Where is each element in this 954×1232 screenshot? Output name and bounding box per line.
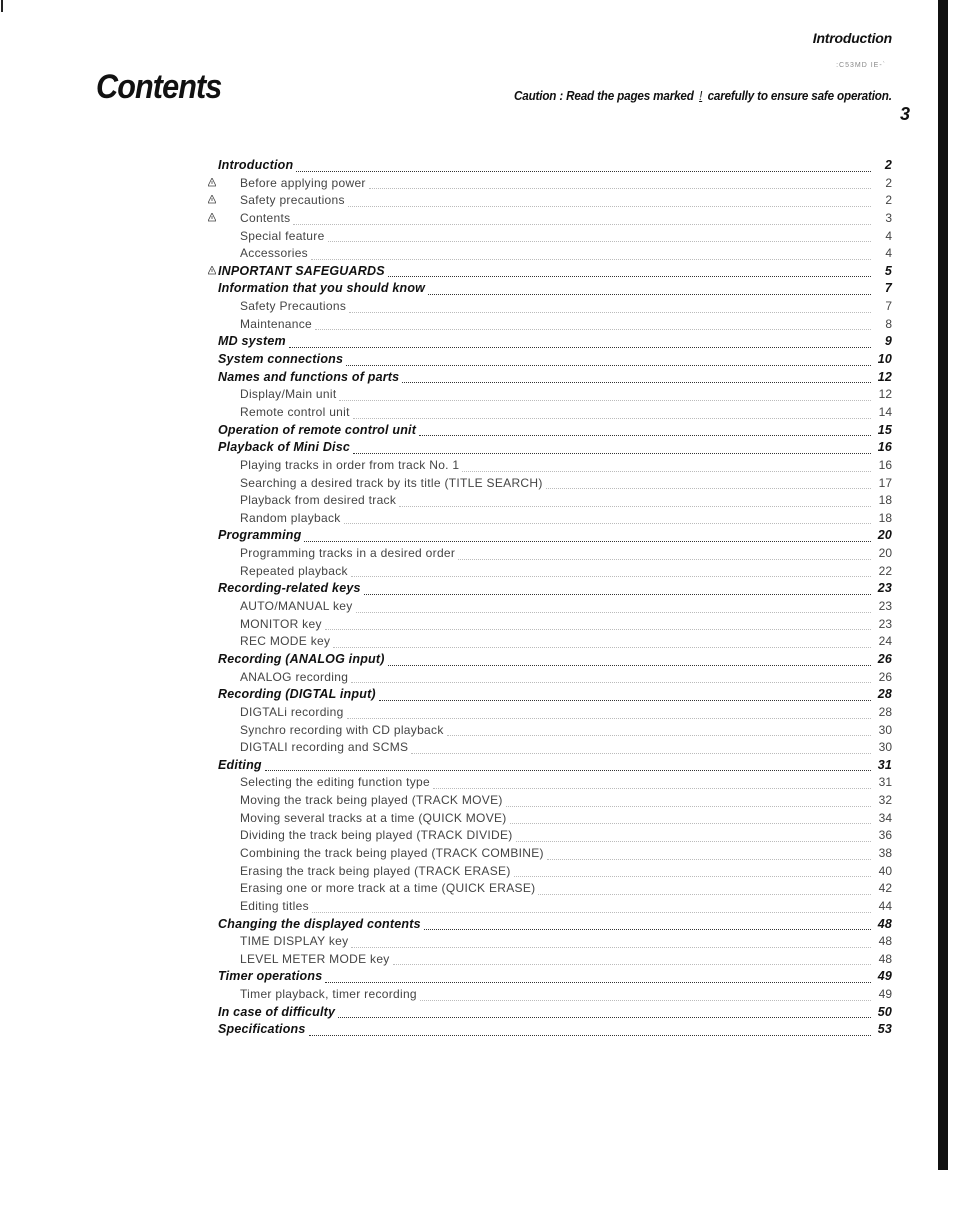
warning-triangle-icon	[200, 195, 218, 207]
toc-page-number: 28	[878, 704, 892, 719]
dot-leader	[348, 205, 871, 207]
toc-label: Recording-related keys	[218, 581, 361, 596]
toc-page-number: 14	[878, 404, 892, 419]
toc-entry[interactable]	[200, 176, 892, 194]
dot-leader	[351, 946, 871, 948]
toc-label: Contents	[240, 210, 291, 225]
toc-page-number: 26	[877, 651, 892, 666]
toc-label: Timer operations	[218, 969, 323, 984]
dot-leader	[312, 911, 871, 913]
dot-leader	[369, 187, 871, 189]
toc-label: MD system	[218, 334, 286, 349]
toc-page-number: 49	[877, 969, 892, 984]
toc-label: Before applying power	[240, 175, 366, 190]
toc-label: Dividing the track being played (TRACK DIVIDE)	[240, 828, 513, 843]
dot-leader	[346, 364, 871, 366]
toc-page-number: 44	[878, 898, 892, 913]
dot-leader	[309, 1034, 871, 1036]
dot-leader	[399, 505, 871, 507]
toc-entry[interactable]	[200, 952, 892, 970]
toc-entry[interactable]	[200, 211, 892, 229]
toc-heading[interactable]	[200, 1022, 892, 1040]
toc-label: Timer playback, timer recording	[240, 987, 417, 1002]
toc-label: Introduction	[218, 158, 294, 172]
toc-heading[interactable]	[200, 528, 892, 546]
toc-page-number: 15	[877, 422, 892, 437]
toc-label: Programming	[218, 528, 302, 543]
toc-label: Accessories	[240, 246, 308, 261]
toc-label: Names and functions of parts	[218, 369, 400, 384]
toc-page-number: 17	[878, 475, 892, 490]
warning-triangle-icon	[200, 178, 218, 190]
toc-entry[interactable]	[200, 599, 892, 617]
toc-label: Searching a desired track by its title (TITLE SEARCH)	[240, 475, 543, 490]
toc-label: Random playback	[240, 510, 341, 525]
document-code: :C53MD IE-`	[836, 62, 886, 69]
toc-page-number: 31	[878, 775, 892, 790]
toc-heading[interactable]	[200, 917, 892, 935]
toc-page-number: 10	[877, 352, 892, 367]
toc-entry[interactable]	[200, 899, 892, 917]
dot-leader	[315, 328, 871, 330]
toc-entry[interactable]	[200, 811, 892, 829]
toc-heading[interactable]	[200, 423, 892, 441]
toc-label: Editing	[218, 757, 262, 772]
page-number: 3	[899, 104, 910, 124]
toc-heading[interactable]	[200, 440, 892, 458]
toc-label: Moving several tracks at a time (QUICK MOVE)	[240, 810, 507, 825]
dot-leader	[424, 928, 871, 930]
warning-triangle-icon	[200, 266, 218, 278]
dot-leader	[304, 540, 871, 542]
toc-label: Synchro recording with CD playback	[240, 722, 444, 737]
toc-entry[interactable]	[200, 934, 892, 952]
toc-entry[interactable]	[200, 828, 892, 846]
dot-leader	[393, 963, 871, 965]
toc-page-number: 23	[878, 599, 892, 614]
dot-leader	[353, 417, 871, 419]
toc-label: Repeated playback	[240, 563, 348, 578]
toc-entry[interactable]	[200, 617, 892, 635]
toc-page-number: 31	[877, 757, 892, 772]
toc-label: Erasing one or more track at a time (QUICK ERASE)	[240, 881, 536, 896]
toc-page-number: 22	[878, 563, 892, 578]
toc-page-number: 53	[877, 1022, 892, 1037]
toc-heading[interactable]	[200, 652, 892, 670]
toc-label: LEVEL METER MODE key	[240, 951, 390, 966]
toc-label: MONITOR key	[240, 616, 322, 631]
toc-heading[interactable]	[200, 1005, 892, 1023]
toc-heading[interactable]	[200, 581, 892, 599]
toc-label: Moving the track being played (TRACK MOVE)	[240, 793, 503, 808]
toc-label: Specifications	[218, 1022, 306, 1037]
toc-page-number: 28	[877, 687, 892, 702]
toc-heading[interactable]	[200, 758, 892, 776]
toc-label: System connections	[218, 352, 344, 367]
toc-entry[interactable]	[200, 881, 892, 899]
caution-note	[514, 88, 892, 103]
dot-leader	[388, 664, 871, 666]
toc-page-number: 2	[885, 193, 892, 208]
toc-page-number: 18	[878, 510, 892, 525]
toc-entry[interactable]	[200, 793, 892, 811]
toc-label: Special feature	[240, 228, 325, 243]
dot-leader	[325, 628, 871, 630]
toc-entry[interactable]	[200, 229, 892, 247]
toc-page-number: 12	[877, 369, 892, 384]
dot-leader	[458, 558, 871, 560]
dot-leader	[296, 170, 871, 172]
dot-leader	[433, 787, 871, 789]
toc-label: Safety Precautions	[240, 299, 347, 314]
toc-heading[interactable]	[200, 264, 892, 282]
toc-entry[interactable]	[200, 705, 892, 723]
toc-label: ANALOG recording	[240, 669, 349, 684]
toc-entry[interactable]	[200, 476, 892, 494]
toc-entry[interactable]	[200, 740, 892, 758]
toc-label: Recording (DIGTAL input)	[218, 687, 376, 702]
toc-entry[interactable]	[200, 846, 892, 864]
toc-page-number: 20	[877, 528, 892, 543]
dot-leader	[379, 699, 871, 701]
dot-leader	[538, 893, 871, 895]
dot-leader	[351, 575, 871, 577]
toc-label: REC MODE key	[240, 634, 331, 649]
toc-label: Playing tracks in order from track No. 1	[240, 457, 460, 472]
toc-label: Playback of Mini Disc	[218, 440, 351, 455]
toc-label: Maintenance	[240, 316, 313, 331]
toc-page-number: 7	[884, 281, 892, 296]
toc-page-number: 2	[885, 175, 892, 190]
section-header: Introduction	[812, 30, 892, 46]
toc-page-number: 20	[878, 546, 892, 561]
toc-page-number: 32	[878, 793, 892, 808]
warning-triangle-icon	[200, 213, 218, 225]
toc-entry[interactable]	[200, 193, 892, 211]
caution-text-before: Caution : Read the pages marked	[514, 88, 694, 103]
toc-label: Selecting the editing function type	[240, 775, 430, 790]
toc-page-number: 50	[877, 1004, 892, 1019]
toc-page-number: 48	[878, 934, 892, 949]
toc-entry[interactable]	[200, 864, 892, 882]
toc-entry[interactable]	[200, 511, 892, 529]
toc-page-number: 42	[878, 881, 892, 896]
toc-entry[interactable]	[200, 546, 892, 564]
toc-page-number: 2	[884, 158, 892, 172]
dot-leader	[349, 311, 871, 313]
dot-leader	[506, 805, 871, 807]
toc-label: Information that you should know	[218, 281, 426, 296]
dot-leader	[547, 858, 871, 860]
toc-label: DIGTALI recording and SCMS	[240, 740, 409, 755]
toc-page-number: 49	[878, 987, 892, 1002]
toc-label: Operation of remote control unit	[218, 422, 417, 437]
toc-entry[interactable]	[200, 246, 892, 264]
page-title: Contents	[96, 68, 222, 106]
toc-page-number: 12	[878, 387, 892, 402]
dot-leader	[328, 240, 871, 242]
dot-leader	[289, 346, 871, 348]
toc-entry[interactable]	[200, 317, 892, 335]
dot-leader	[265, 769, 871, 771]
toc-page-number: 7	[885, 299, 892, 314]
toc-label: In case of difficulty	[218, 1004, 336, 1019]
toc-label: Recording (ANALOG input)	[218, 651, 385, 666]
toc-page-number: 3	[885, 210, 892, 225]
toc-entry[interactable]	[200, 987, 892, 1005]
toc-label: AUTO/MANUAL key	[240, 599, 353, 614]
dot-leader	[411, 752, 871, 754]
toc-page-number: 4	[885, 246, 892, 261]
toc-page-number: 34	[878, 810, 892, 825]
toc-page-number: 30	[878, 722, 892, 737]
dot-leader	[514, 875, 871, 877]
dot-leader	[419, 434, 871, 436]
toc-label: Playback from desired track	[240, 493, 397, 508]
dot-leader	[356, 611, 871, 613]
toc-entry[interactable]	[200, 493, 892, 511]
toc-page-number: 23	[878, 616, 892, 631]
toc-entry[interactable]	[200, 564, 892, 582]
toc-label: Editing titles	[240, 898, 309, 913]
toc-entry[interactable]	[200, 405, 892, 423]
toc-heading[interactable]	[200, 687, 892, 705]
toc-label: Safety precautions	[240, 193, 345, 208]
table-of-contents	[200, 158, 892, 1040]
toc-label: Erasing the track being played (TRACK ERASE)	[240, 863, 511, 878]
toc-page-number: 48	[878, 951, 892, 966]
dot-leader	[311, 258, 871, 260]
toc-page-number: 38	[878, 845, 892, 860]
toc-page-number: 23	[877, 581, 892, 596]
toc-entry[interactable]	[200, 723, 892, 741]
toc-entry[interactable]	[200, 387, 892, 405]
toc-label: Changing the displayed contents	[218, 916, 421, 931]
toc-entry[interactable]	[200, 458, 892, 476]
dot-leader	[347, 717, 871, 719]
toc-label: TIME DISPLAY key	[240, 934, 349, 949]
warning-mark-icon: !	[699, 88, 703, 103]
toc-page-number: 30	[878, 740, 892, 755]
toc-page-number: 26	[878, 669, 892, 684]
toc-entry[interactable]	[200, 634, 892, 652]
dot-leader	[325, 981, 871, 983]
toc-page-number: 16	[878, 457, 892, 472]
toc-page-number: 36	[878, 828, 892, 843]
dot-leader	[388, 275, 871, 277]
corner-mark	[1, 0, 3, 12]
dot-leader	[447, 734, 871, 736]
dot-leader	[339, 399, 871, 401]
toc-heading[interactable]	[200, 969, 892, 987]
dot-leader	[293, 223, 871, 225]
dot-leader	[546, 487, 871, 489]
toc-page-number: 4	[885, 228, 892, 243]
toc-heading[interactable]	[200, 352, 892, 370]
toc-heading[interactable]	[200, 370, 892, 388]
toc-entry[interactable]	[200, 299, 892, 317]
dot-leader	[428, 293, 871, 295]
toc-entry[interactable]	[200, 670, 892, 688]
toc-heading[interactable]	[200, 334, 892, 352]
dot-leader	[510, 822, 871, 824]
toc-page-number: 48	[877, 916, 892, 931]
toc-label: DIGTALi recording	[240, 704, 344, 719]
toc-heading[interactable]	[200, 158, 892, 176]
toc-label: Remote control unit	[240, 404, 350, 419]
toc-page-number: 9	[884, 334, 892, 349]
toc-heading[interactable]	[200, 281, 892, 299]
dot-leader	[402, 381, 871, 383]
dot-leader	[420, 999, 871, 1001]
caution-text-after: carefully to ensure safe operation.	[707, 88, 892, 103]
toc-page-number: 16	[877, 440, 892, 455]
toc-page-number: 5	[884, 263, 892, 278]
toc-label: INPORTANT SAFEGUARDS	[218, 263, 385, 278]
dot-leader	[364, 593, 871, 595]
dot-leader	[338, 1016, 871, 1018]
dot-leader	[344, 522, 871, 524]
toc-label: Display/Main unit	[240, 387, 337, 402]
toc-page-number: 40	[878, 863, 892, 878]
dot-leader	[516, 840, 871, 842]
dot-leader	[462, 470, 871, 472]
page-edge-bar	[938, 0, 948, 1170]
toc-page-number: 18	[878, 493, 892, 508]
dot-leader	[351, 681, 871, 683]
dot-leader	[333, 646, 871, 648]
toc-entry[interactable]	[200, 775, 892, 793]
toc-page-number: 8	[885, 316, 892, 331]
toc-label: Combining the track being played (TRACK COMBINE)	[240, 845, 544, 860]
dot-leader	[353, 452, 871, 454]
toc-page-number: 24	[878, 634, 892, 649]
toc-label: Programming tracks in a desired order	[240, 546, 456, 561]
